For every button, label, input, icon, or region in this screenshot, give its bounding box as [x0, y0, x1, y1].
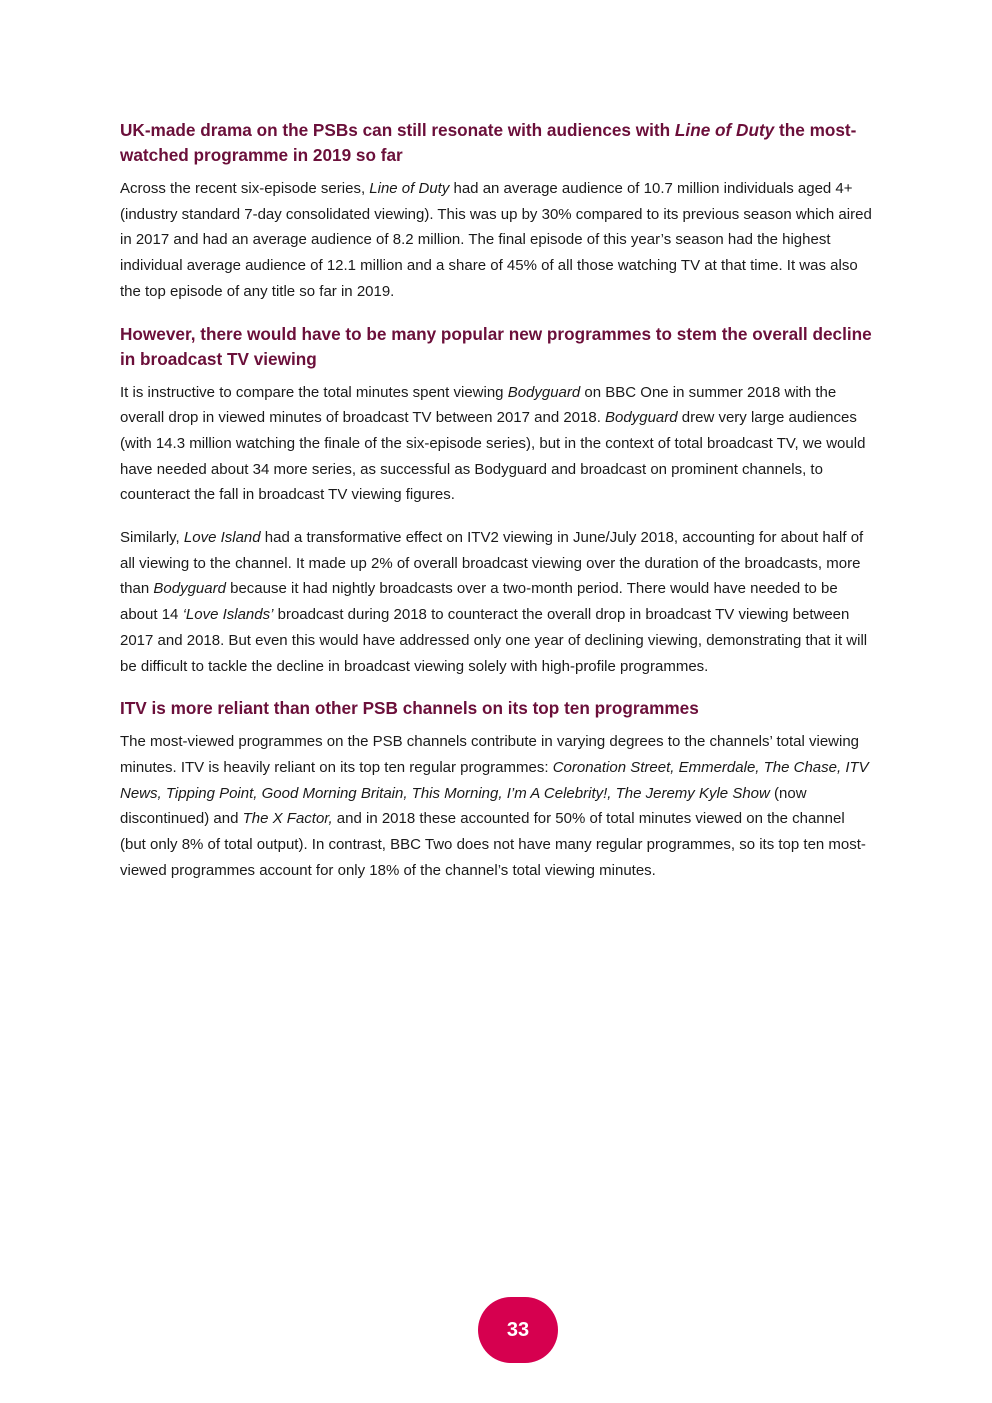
section-itv-reliance	[120, 696, 872, 883]
section-heading: ITV is more reliant than other PSB channels on its top ten programmes	[120, 698, 699, 719]
document-body	[120, 118, 872, 900]
section-heading: UK-made drama on the PSBs can still resonate with audiences with Line of Duty the most-watched programme in 2019 so far	[120, 120, 857, 165]
paragraph: Across the recent six-episode series, Line of Duty had an average audience of 10.7 million individuals aged 4+ (industry standard 7-day consolidated viewing). This was up by 30% compared to its previous season which aired in 2017 and had an average audience of 8.2 million. The final episode of this year’s season had the highest individual average audience of 12.1 million and a share of 45% of all those watching TV at that time. It was also the top episode of any title so far in 2019.	[120, 180, 872, 300]
section-line-of-duty	[120, 118, 872, 305]
section-heading: However, there would have to be many popular new programmes to stem the overall decline in broadcast TV viewing	[120, 323, 872, 369]
paragraph: The most-viewed programmes on the PSB channels contribute in varying degrees to the channels’ total viewing minutes. ITV is heavily reliant on its top ten regular programmes: Coronation Street, Emmerdale, The Chase, ITV News, Tipping Point, Good Morning Britain, This Morning, I’m A Celebrity!, The Jeremy Kyle Show (now discontinued) and The X Factor, and in 2018 these accounted for 50% of total minutes viewed on the channel (but only 8% of total output). In contrast, BBC Two does not have many regular programmes, so its top ten most-viewed programmes account for only 18% of the channel’s total viewing minutes.	[120, 733, 869, 879]
paragraph: It is instructive to compare the total minutes spent viewing Bodyguard on BBC One in summer 2018 with the overall drop in viewed minutes of broadcast TV between 2017 and 2018. Bodyguard drew very large audiences (with 14.3 million watching the finale of the six-episode series), but in the context of total broadcast TV, we would have needed about 34 more series, as successful as Bodyguard and broadcast on prominent channels, to counteract the fall in broadcast TV viewing figures.	[120, 383, 866, 504]
paragraph: Similarly, Love Island had a transformative effect on ITV2 viewing in June/July 2018, accounting for about half of all viewing to the channel. It made up 2% of overall broadcast viewing over the duration of the broadcasts, more than Bodyguard because it had nightly broadcasts over a two-month period. There would have needed to be about 14 ‘Love Islands’ broadcast during 2018 to counteract the overall drop in broadcast TV viewing between 2017 and 2018. But even this would have addressed only one year of declining viewing, demonstrating that it will be difficult to tackle the decline in broadcast viewing solely with high-profile programmes.	[120, 529, 868, 675]
section-broadcast-decline	[120, 322, 872, 680]
page-number-badge: 33	[478, 1297, 558, 1363]
